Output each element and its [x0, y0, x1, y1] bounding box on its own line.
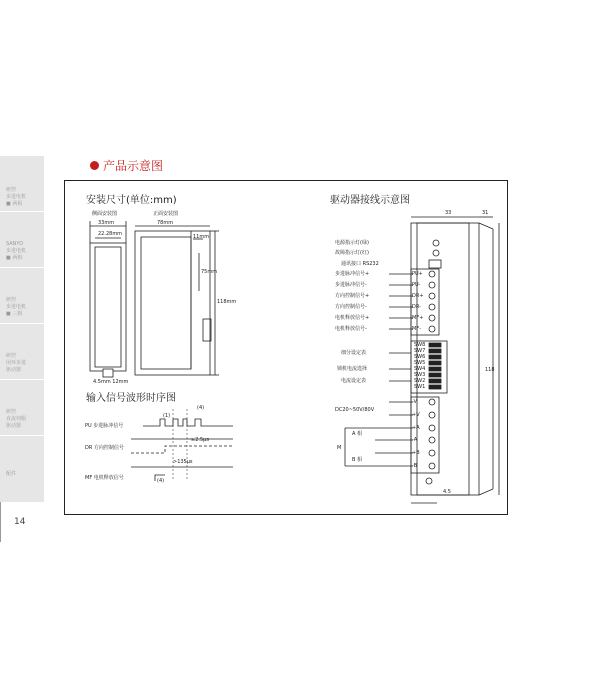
wiring-title: 驱动器接线示意图 [330, 195, 410, 206]
dim-33: 33 [445, 210, 452, 216]
timing-note-1: (1) [163, 413, 171, 419]
signal-pin: MF- [412, 326, 421, 332]
timing-note-mf: (4) [157, 478, 165, 484]
sidebar-divider [0, 323, 44, 324]
dim-11mm: 11mm [193, 234, 210, 240]
dim-31: 31 [482, 210, 489, 216]
lock-current-label: 锁机电流选择 [337, 366, 368, 372]
signal-label: 方向控制信号- [335, 304, 367, 310]
dim-118: 118 [485, 367, 495, 373]
side-view-label: 侧面安装图 [92, 211, 118, 217]
signal-label: 电机释放信号- [335, 326, 367, 332]
microstep-table-label: 细分设定表 [341, 350, 367, 356]
side-mount-drawing [90, 221, 126, 377]
comm-port-label: 通讯接口 RS232 [341, 261, 379, 267]
dip-switch-label: SW8 [414, 342, 426, 348]
dip-switch-label: SW4 [414, 366, 426, 372]
dim-118mm: 118mm [217, 299, 237, 305]
dip-switch-label: SW5 [414, 360, 426, 366]
page-title: 产品示意图 [103, 159, 164, 173]
side-inner-dim: 22.28mm [98, 231, 123, 237]
sidebar-item-dc-servo-driver[interactable]: 研控 直流伺服 驱动器 [6, 409, 27, 429]
power-pin: -A [412, 437, 418, 443]
signal-label: 步进脉冲信号+ [335, 271, 370, 277]
timing-note-2-5us: ≥2.5μs [191, 437, 209, 443]
power-pin: -B [412, 463, 418, 469]
sidebar-nav [0, 156, 44, 502]
sidebar-item-closed-loop-driver[interactable]: 研控 闭环步进 驱动器 [6, 353, 27, 373]
install-dims-title: 安装尺寸(单位:mm) [86, 195, 177, 206]
sidebar-divider [0, 379, 44, 380]
dip-switch-label: SW7 [414, 348, 426, 354]
front-view-label: 正面安装图 [153, 211, 179, 217]
sidebar-divider [0, 435, 44, 436]
sidebar-divider [0, 211, 44, 212]
dim-75mm: 75mm [201, 269, 218, 275]
power-pin: +B [412, 450, 420, 456]
signal-label: 电机释放信号+ [335, 315, 370, 321]
timing-note-135us: >135μs [173, 459, 193, 465]
dr-signal-label: DR 方向控制信号 [85, 445, 124, 451]
sidebar-item-two-phase-stepper[interactable]: 研控 步进电机 ■ 两相 [6, 187, 27, 207]
signal-pin: PU- [412, 282, 421, 288]
signal-pin: MF+ [412, 315, 424, 321]
bullet-dot-icon [90, 161, 99, 170]
margin-rule [0, 502, 1, 542]
mf-signal-label: MF 电机释放信号 [85, 475, 124, 481]
sidebar-item-three-phase-stepper[interactable]: 研控 步进电机 ■ 三相 [6, 297, 27, 317]
signal-pin: DR+ [412, 293, 424, 299]
side-width-dim: 33mm [98, 220, 115, 226]
timing-waveforms [131, 409, 233, 481]
power-pin: +V [412, 412, 420, 418]
dip-switch-label: SW1 [414, 384, 426, 390]
sidebar-item-sanyo-stepper[interactable]: SANYO 步进电机 ■ 两相 [6, 241, 27, 261]
dip-switch-label: SW3 [414, 372, 426, 378]
dip-switch-label: SW2 [414, 378, 426, 384]
power-led-label: 电源指示灯(绿) [335, 240, 369, 246]
motor-label: M [337, 445, 342, 451]
pu-signal-label: PU 步进脉冲信号 [85, 423, 124, 429]
power-pin: +A [412, 425, 420, 431]
power-pin: -V [412, 399, 417, 405]
timing-note-4: (4) [197, 405, 205, 411]
timing-title: 输入信号波形时序图 [86, 393, 176, 404]
signal-pin: PU+ [412, 271, 423, 277]
dip-switch-label: SW6 [414, 354, 426, 360]
bottom-dims: 4.5mm 12mm [93, 379, 129, 385]
phase-a-label: A 相 [352, 431, 363, 437]
fault-led-label: 故障指示灯(红) [335, 250, 369, 256]
signal-label: 方向控制信号+ [335, 293, 370, 299]
diagram-drawing [65, 181, 507, 514]
signal-label: 步进脉冲信号- [335, 282, 367, 288]
signal-pin: DR- [412, 304, 421, 310]
front-mount-drawing [135, 226, 219, 375]
phase-b-label: B 相 [352, 457, 363, 463]
sidebar-item-accessories[interactable]: 配件 [6, 471, 17, 477]
diagram-frame [64, 180, 508, 515]
front-width-dim: 78mm [157, 220, 174, 226]
dim-4-5: 4.5 [443, 489, 451, 495]
sidebar-divider [0, 267, 44, 268]
page-number: 14 [14, 517, 26, 527]
current-table-label: 电流设定表 [341, 378, 367, 384]
supply-voltage-label: DC20~50V/80V [335, 407, 375, 413]
